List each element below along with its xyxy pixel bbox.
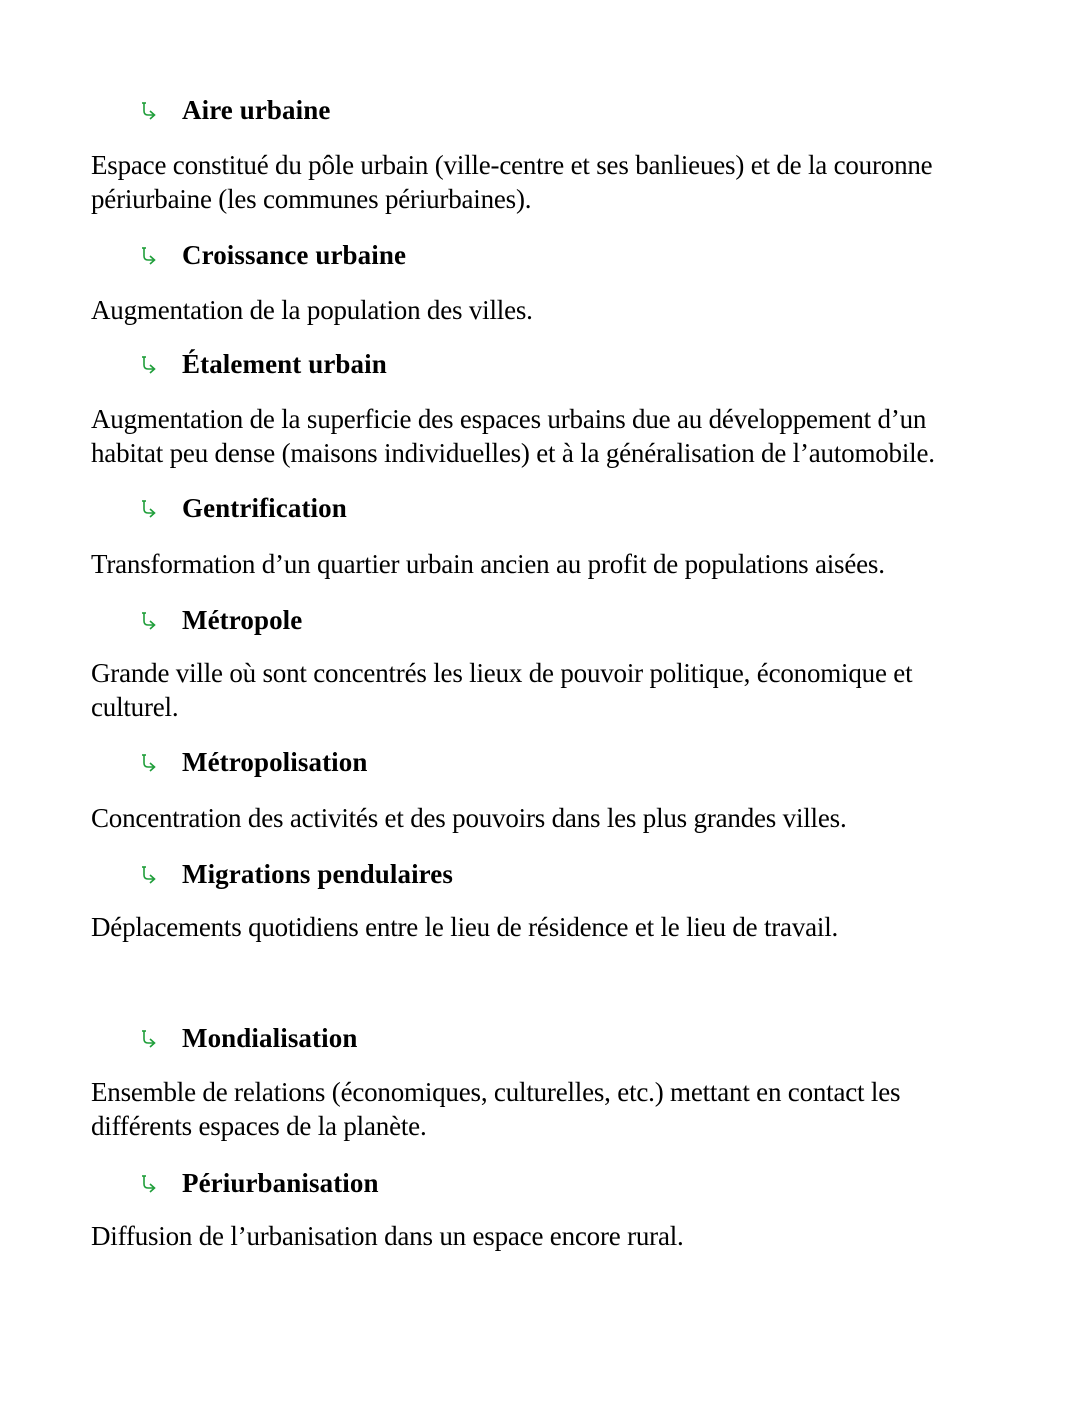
term-title: Périurbanisation — [182, 1167, 379, 1198]
glossary-term — [138, 92, 330, 128]
glossary-term — [138, 1165, 379, 1201]
green-curved-arrow-icon — [138, 1028, 160, 1050]
glossary-term — [138, 346, 387, 382]
term-definition: Augmentation de la superficie des espaces urbains due au développement d’un habitat peu dense (maisons individuelles) et à la généralisation de l’automobile. — [91, 404, 935, 468]
term-definition: Concentration des activités et des pouvoirs dans les plus grandes villes. — [91, 803, 847, 833]
term-definition: Ensemble de relations (économiques, culturelles, etc.) mettant en contact les différents espaces de la planète. — [91, 1077, 901, 1141]
term-title: Aire urbaine — [182, 94, 331, 125]
green-curved-arrow-icon — [138, 1173, 160, 1195]
glossary-term — [138, 490, 347, 526]
green-curved-arrow-icon — [138, 752, 160, 774]
term-definition: Augmentation de la population des villes. — [91, 295, 533, 325]
green-curved-arrow-icon — [138, 498, 160, 520]
green-curved-arrow-icon — [138, 245, 160, 267]
glossary-term — [138, 856, 453, 892]
glossary-term — [138, 237, 406, 273]
term-definition: Transformation d’un quartier urbain ancien au profit de populations aisées. — [91, 549, 885, 579]
term-title: Métropole — [182, 604, 303, 635]
green-curved-arrow-icon — [138, 100, 160, 122]
green-curved-arrow-icon — [138, 610, 160, 632]
term-title: Étalement urbain — [182, 348, 387, 379]
glossary-term — [138, 1020, 357, 1056]
term-definition: Diffusion de l’urbanisation dans un espace encore rural. — [91, 1221, 684, 1251]
term-definition: Grande ville où sont concentrés les lieux de pouvoir politique, économique et culturel. — [91, 658, 913, 722]
green-curved-arrow-icon — [138, 354, 160, 376]
term-title: Gentrification — [182, 492, 347, 523]
green-curved-arrow-icon — [138, 864, 160, 886]
glossary-term — [138, 602, 302, 638]
term-title: Migrations pendulaires — [182, 858, 453, 889]
term-title: Croissance urbaine — [182, 239, 407, 270]
glossary-term — [138, 744, 368, 780]
term-title: Métropolisation — [182, 746, 368, 777]
term-title: Mondialisation — [182, 1022, 358, 1053]
term-definition: Espace constitué du pôle urbain (ville-centre et ses banlieues) et de la couronne périurbaine (les communes périurbaines). — [91, 150, 933, 214]
term-definition: Déplacements quotidiens entre le lieu de résidence et le lieu de travail. — [91, 912, 839, 942]
